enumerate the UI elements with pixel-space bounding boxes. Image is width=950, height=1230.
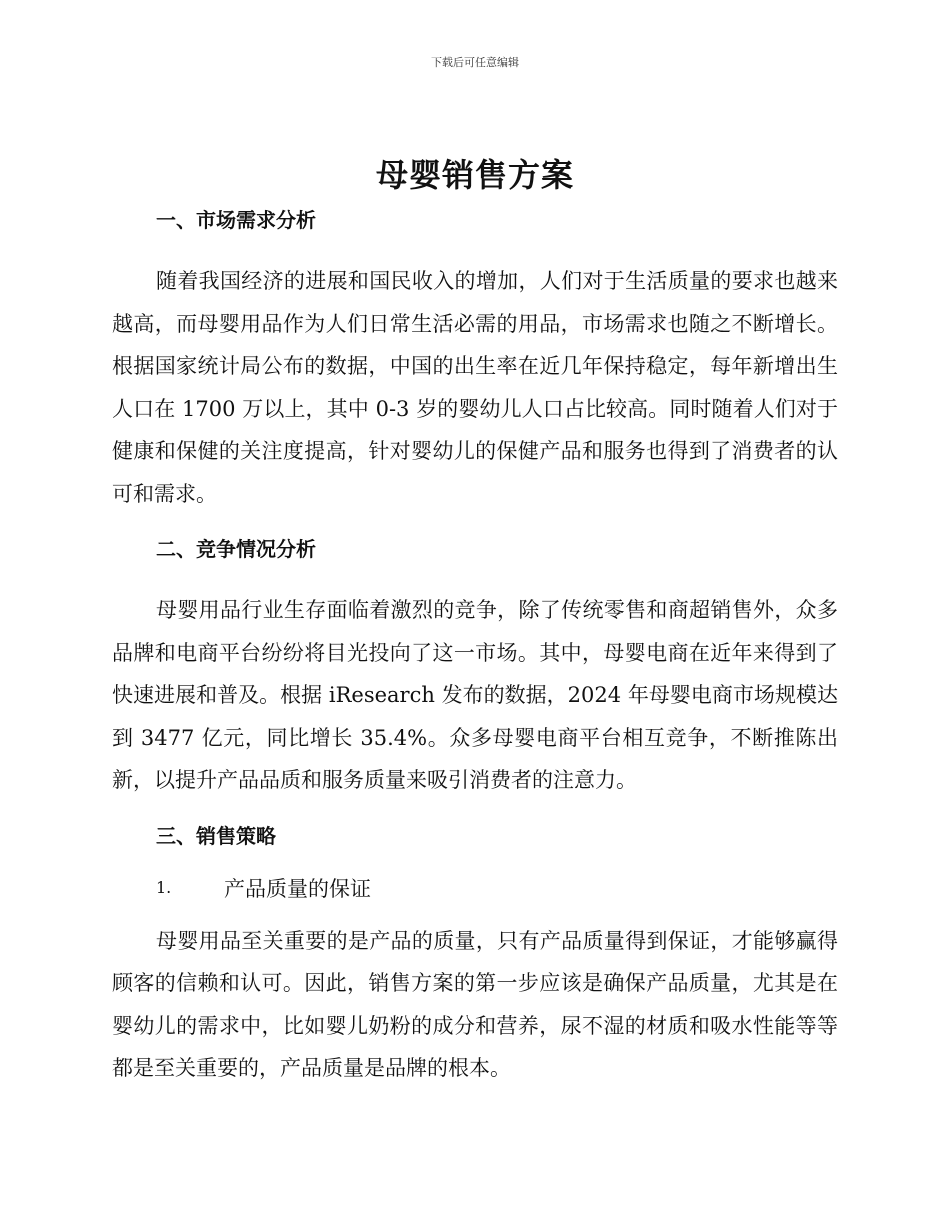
list-item-number: 1. xyxy=(156,878,172,897)
header-note: 下载后可任意编辑 xyxy=(431,56,519,69)
section-heading-competition: 二、竞争情况分析 xyxy=(156,537,316,561)
list-item-text: 产品质量的保证 xyxy=(224,876,371,901)
document-title: 母婴销售方案 xyxy=(375,156,574,194)
section-heading-sales-strategy: 三、销售策略 xyxy=(156,823,276,848)
paragraph-competition: 母婴用品行业生存面临着激烈的竞争，除了传统零售和商超销售外，众多品牌和电商平台纷纷将目光投向了这一市场。其中，母婴电商在近年来得到了快速进展和普及。根据 iResearch 发布的数据，2024 年母婴电商市场规模达到 3477 亿元，同比增长 35.4%。众多母婴电商平台相互竞争，不断推陈出新，以提升产品品质和服务质量来吸引消费者的注意力。 xyxy=(112,598,838,792)
list-item-product-quality xyxy=(156,866,838,910)
document-body xyxy=(112,200,838,1090)
paragraph-product-quality: 母婴用品至关重要的是产品的质量，只有产品质量得到保证，才能够赢得顾客的信赖和认可。因此，销售方案的第一步应该是确保产品质量，尤其是在婴幼儿的需求中，比如婴儿奶粉的成分和营养，尿不湿的材质和吸水性能等等都是至关重要的，产品质量是品牌的根本。 xyxy=(112,928,838,1080)
section-heading-market-demand: 一、市场需求分析 xyxy=(156,208,316,232)
paragraph-market-demand: 随着我国经济的进展和国民收入的增加，人们对于生活质量的要求也越来越高，而母婴用品作为人们日常生活必需的用品，市场需求也随之不断增长。根据国家统计局公布的数据，中国的出生率在近几年保持稳定，每年新增出生人口在 1700 万以上，其中 0-3 岁的婴幼儿人口占比较高。同时随着人们对于健康和保健的关注度提高，针对婴幼儿的保健产品和服务也得到了消费者的认可和需求。 xyxy=(112,269,838,506)
